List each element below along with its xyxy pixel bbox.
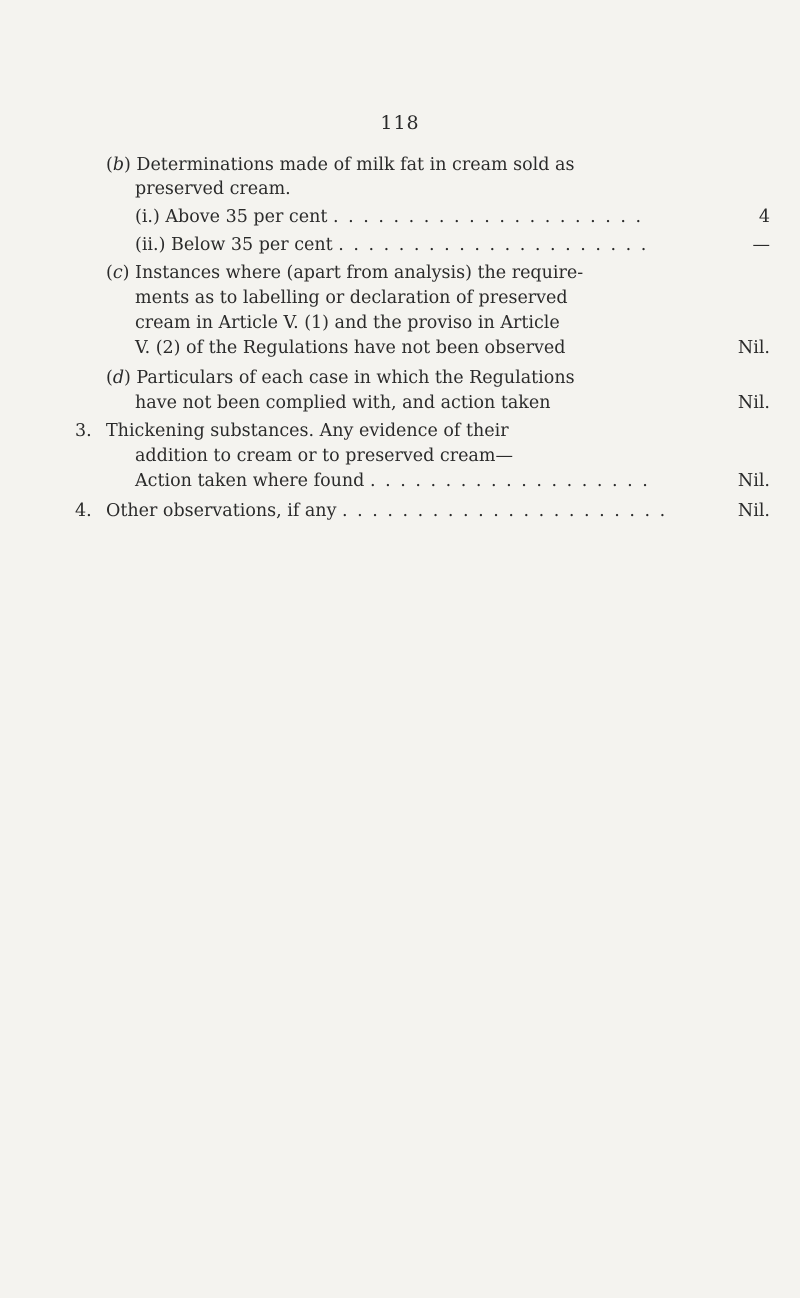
item-4-line1: Other observations, if any . . . . . . . . . . . . . . . . . . . . . .	[106, 501, 668, 521]
section-b-i-value: 4	[758, 207, 770, 227]
item-3-number: 3.	[75, 421, 92, 441]
section-c-line2: ments as to labelling or declaration of preserved	[135, 288, 568, 308]
section-b-line2: preserved cream.	[135, 179, 291, 199]
section-d-value: Nil.	[737, 393, 770, 413]
section-c-line1: (c) Instances where (apart from analysis) the require-	[106, 263, 584, 283]
item-3-line3: Action taken where found . . . . . . . . . . . . . . . . . . .	[135, 471, 650, 491]
item-4-number: 4.	[75, 501, 92, 521]
section-c-line4: V. (2) of the Regulations have not been observed	[135, 338, 566, 358]
section-c-label: c	[112, 263, 123, 283]
item-4-value: Nil.	[737, 501, 770, 521]
section-b-line1: (b) Determinations made of milk fat in cream sold as	[106, 155, 575, 175]
section-b-i: (i.) Above 35 per cent . . . . . . . . . . . . . . . . . . . . .	[135, 207, 644, 227]
section-b-ii-value: —	[752, 235, 770, 255]
section-d-label: d	[112, 368, 125, 388]
section-c-line3: cream in Article V. (1) and the proviso in Article	[135, 313, 560, 333]
section-b-label: b	[112, 155, 125, 175]
section-b-ii: (ii.) Below 35 per cent . . . . . . . . . . . . . . . . . . . . .	[135, 235, 649, 255]
page-number: 118	[380, 112, 420, 134]
item-3-line1: Thickening substances. Any evidence of their	[106, 421, 509, 441]
section-c-value: Nil.	[737, 338, 770, 358]
section-d-line2: have not been complied with, and action taken	[135, 393, 551, 413]
item-3-line2: addition to cream or to preserved cream—	[135, 446, 513, 466]
section-d-line1: (d) Particulars of each case in which the Regulations	[106, 368, 575, 388]
item-3-value: Nil.	[737, 471, 770, 491]
